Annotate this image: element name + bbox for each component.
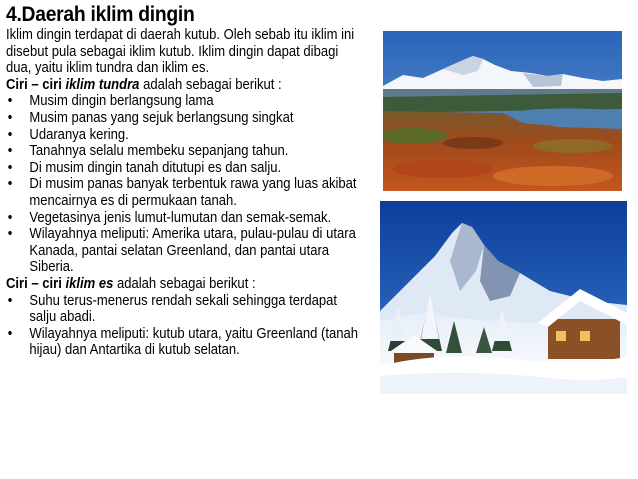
bullet-icon: • — [7, 226, 13, 243]
tundra-heading-suffix: adalah sebagai berikut : — [139, 76, 282, 93]
ice-list — [6, 293, 362, 359]
list-item-text: Musim panas yang sejuk berlangsung singkat — [29, 109, 294, 126]
bullet-icon: • — [7, 109, 13, 126]
ice-heading — [6, 276, 362, 293]
bullet-icon: • — [7, 209, 13, 226]
bullet-icon: • — [7, 176, 13, 193]
list-item — [6, 176, 362, 209]
list-item-text: Suhu terus-menerus rendah sekali sehingga terdapat salju abadi. — [29, 292, 338, 326]
list-item-text: Wilayahnya meliputi: Amerika utara, pulau-pulau di utara Kanada, pantai selatan Greenland, dan pantai utara Siberia. — [29, 226, 356, 276]
ice-heading-emphasis: iklim es — [65, 275, 114, 292]
list-item-text: Di musim dingin tanah ditutupi es dan salju. — [29, 159, 282, 176]
tundra-heading — [6, 77, 362, 94]
snow-mountain-image — [380, 201, 627, 394]
list-item-text: Udaranya kering. — [29, 126, 129, 143]
bullet-icon: • — [7, 159, 13, 176]
list-item — [6, 293, 362, 326]
list-item — [6, 160, 362, 177]
tundra-landscape-image — [383, 31, 622, 191]
bullet-icon: • — [7, 143, 13, 160]
tundra-heading-emphasis: iklim tundra — [65, 76, 140, 93]
tundra-list — [6, 93, 362, 276]
list-item-text: Wilayahnya meliputi: kutub utara, yaitu Greenland (tanah hijau) dan Antartika di kutub selatan. — [29, 325, 359, 359]
list-item — [6, 326, 362, 359]
bullet-icon: • — [7, 126, 13, 143]
ice-heading-prefix: Ciri – ciri — [6, 275, 66, 292]
list-item-text: Tanahnya selalu membeku sepanjang tahun. — [29, 143, 289, 160]
bullet-icon: • — [7, 93, 13, 110]
list-item — [6, 226, 362, 276]
list-item — [6, 93, 362, 110]
bullet-icon: • — [7, 325, 13, 342]
tundra-landscape-photo — [383, 31, 622, 191]
tundra-heading-prefix: Ciri – ciri — [6, 76, 66, 93]
slide-title: 4.Daerah iklim dingin — [6, 3, 195, 26]
ice-heading-suffix: adalah sebagai berikut : — [113, 275, 256, 292]
snow-mountain-photo — [380, 201, 627, 394]
list-item-text: Musim dingin berlangsung lama — [29, 93, 214, 110]
list-item — [6, 127, 362, 144]
list-item — [6, 210, 362, 227]
list-item-text: Vegetasinya jenis lumut-lumutan dan semak-semak. — [29, 209, 332, 226]
text-column — [6, 27, 362, 359]
intro-paragraph: Iklim dingin terdapat di daerah kutub. Oleh sebab itu iklim ini disebut pula sebagai iklim kutub. Iklim dingin dapat dibagi dua, yaitu iklim tundra dan iklim es. — [6, 27, 355, 77]
list-item — [6, 143, 362, 160]
bullet-icon: • — [7, 292, 13, 309]
list-item — [6, 110, 362, 127]
list-item-text: Di musim panas banyak terbentuk rawa yang luas akibat mencairnya es di permukaan tanah. — [29, 176, 357, 209]
